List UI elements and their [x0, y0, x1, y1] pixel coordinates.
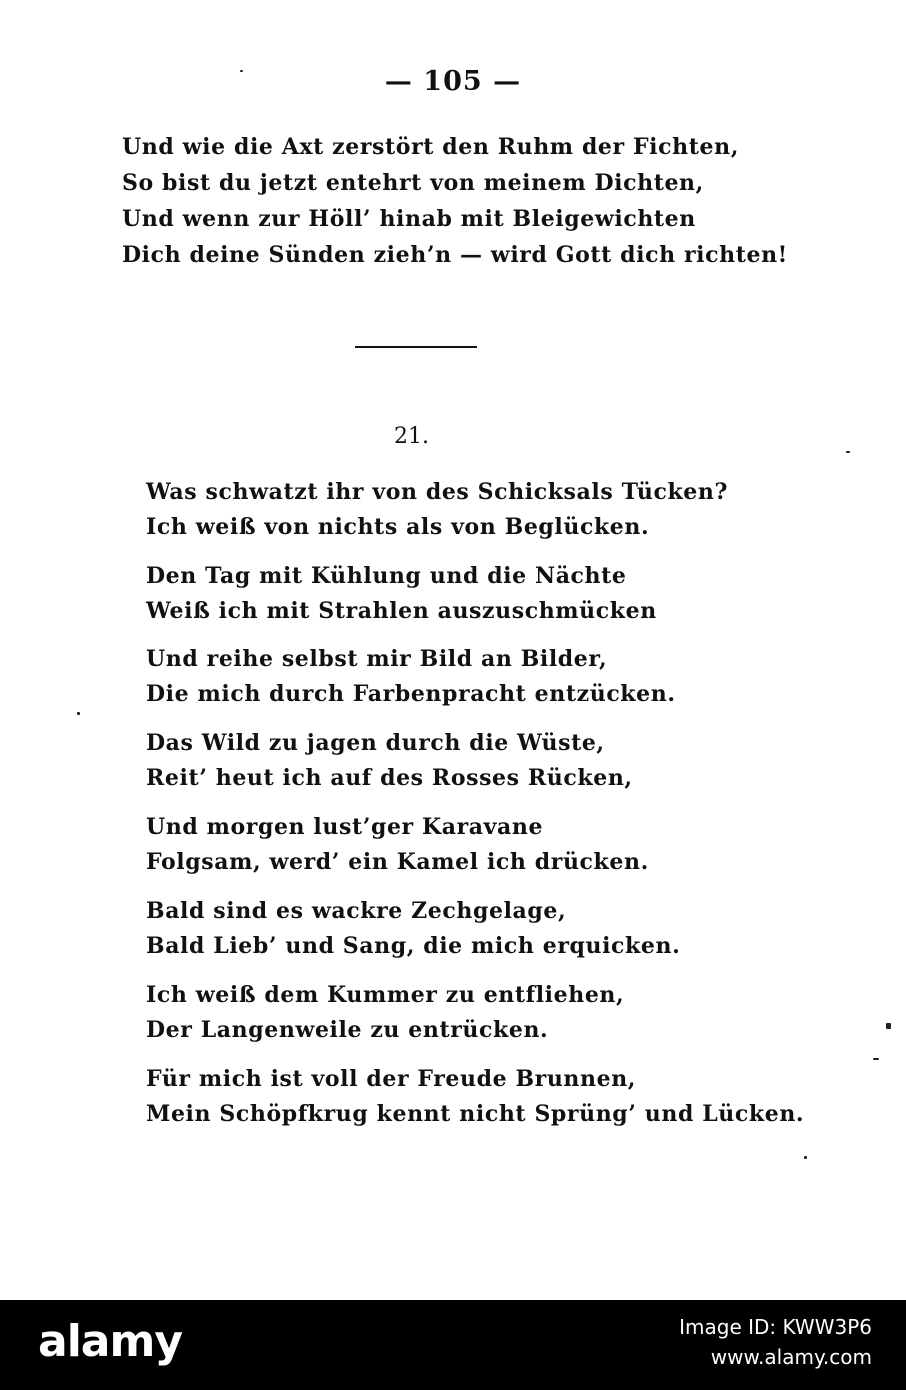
- alamy-logo: alamy: [38, 1316, 182, 1367]
- verse-line: Und wie die Axt zerstört den Ruhm der Fichten,: [122, 134, 739, 160]
- scan-speck: [873, 1058, 879, 1060]
- verse-line: Was schwatzt ihr von des Schicksals Tücken?: [146, 479, 728, 505]
- site-url: www.alamy.com: [710, 1345, 872, 1369]
- scan-speck: [846, 451, 850, 453]
- stock-watermark-bar: [0, 1300, 906, 1390]
- verse-line: Ich weiß von nichts als von Beglücken.: [146, 514, 650, 540]
- verse-line: Folgsam, werd’ ein Kamel ich drücken.: [146, 849, 649, 875]
- verse-line: Ich weiß dem Kummer zu entfliehen,: [146, 982, 625, 1008]
- poem-number: 21.: [394, 424, 429, 449]
- verse-line: Den Tag mit Kühlung und die Nächte: [146, 563, 627, 589]
- verse-line: Das Wild zu jagen durch die Wüste,: [146, 730, 605, 756]
- section-divider: [355, 346, 477, 348]
- verse-line: So bist du jetzt entehrt von meinem Dichten,: [122, 170, 704, 196]
- verse-line: Und reihe selbst mir Bild an Bilder,: [146, 646, 608, 672]
- scan-speck: [77, 712, 80, 715]
- verse-line: Für mich ist voll der Freude Brunnen,: [146, 1066, 637, 1092]
- verse-line: Mein Schöpfkrug kennt nicht Sprüng’ und Lücken.: [146, 1101, 805, 1127]
- verse-line: Und wenn zur Höll’ hinab mit Bleigewichten: [122, 206, 696, 232]
- page-number: — 105 —: [384, 66, 522, 97]
- verse-line: Bald sind es wackre Zechgelage,: [146, 898, 567, 924]
- scan-speck: [804, 1156, 807, 1159]
- verse-line: Die mich durch Farbenpracht entzücken.: [146, 681, 676, 707]
- verse-line: Bald Lieb’ und Sang, die mich erquicken.: [146, 933, 681, 959]
- verse-line: Und morgen lust’ger Karavane: [146, 814, 544, 840]
- image-id: Image ID: KWW3P6: [679, 1315, 872, 1339]
- scan-speck: [240, 70, 243, 72]
- verse-line: Weiß ich mit Strahlen auszuschmücken: [146, 598, 657, 624]
- verse-line: Dich deine Sünden zieh’n — wird Gott dich richten!: [122, 242, 788, 268]
- image-id-block: [679, 1312, 872, 1372]
- verse-line: Reit’ heut ich auf des Rosses Rücken,: [146, 765, 633, 791]
- verse-line: Der Langenweile zu entrücken.: [146, 1017, 549, 1043]
- scan-speck: [886, 1023, 891, 1029]
